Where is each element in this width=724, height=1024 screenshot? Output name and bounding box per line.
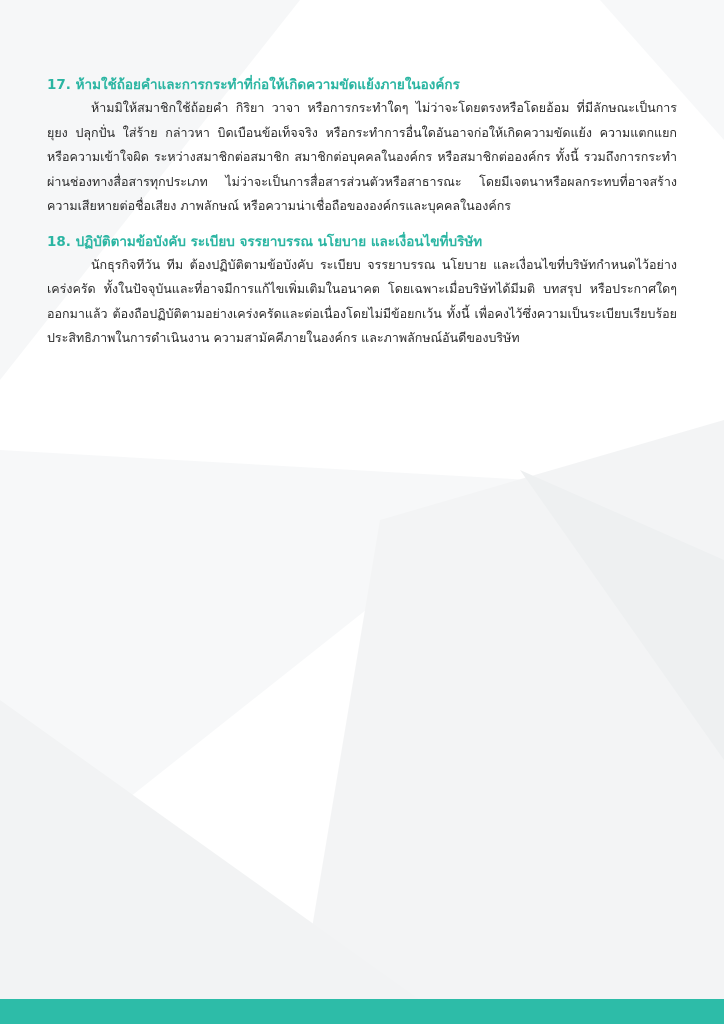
- footer-bar: [0, 999, 724, 1024]
- section-heading: 18. ปฏิบัติตามข้อบังคับ ระเบียบ จรรยาบรรณ นโยบาย และเงื่อนไขที่บริษัท: [47, 233, 483, 250]
- section-paragraph: นักธุรกิจทีวัน ทีม ต้องปฏิบัติตามข้อบังคับ ระเบียบ จรรยาบรรณ นโยบาย และเงื่อนไขที่บริษัทกำหนดไว้อย่างเคร่งครัด ทั้งในปัจจุบันและที่อาจมีการแก้ไขเพิ่มเติมในอนาคต โดยเฉพาะเมื่อบริษัทได้มีมติ บทสรุป หรือประกาศใดๆ ออกมาแล้ว ต้องถือปฏิบัติตามอย่างเคร่งครัดและต่อเนื่องโดยไม่มีข้อยกเว้น ทั้งนี้ เพื่อคงไว้ซึ่งความเป็นระเบียบเรียบร้อย ประสิทธิภาพในการดำเนินงาน ความสามัคคีภายในองค์กร และภาพลักษณ์อันดีของบริษัท: [47, 256, 677, 345]
- section-17: [47, 74, 677, 219]
- section-heading: 17. ห้ามใช้ถ้อยคำและการกระทำที่ก่อให้เกิดความขัดแย้งภายในองค์กร: [47, 77, 460, 93]
- section-18: [47, 231, 677, 351]
- section-paragraph: ห้ามมิให้สมาชิกใช้ถ้อยคำ กิริยา วาจา หรือการกระทำใดๆ ไม่ว่าจะโดยตรงหรือโดยอ้อม ที่มีลักษณะเป็นการยุยง ปลุกปั่น ใส่ร้าย กล่าวหา บิดเบือนข้อเท็จจริง หรือกระทำการอื่นใดอันอาจก่อให้เกิดความขัดแย้ง ความแตกแยก หรือความเข้าใจผิด ระหว่างสมาชิกต่อสมาชิก สมาชิกต่อบุคคลในองค์กร หรือสมาชิกต่อองค์กร ทั้งนี้ รวมถึงการกระทำผ่านช่องทางสื่อสารทุกประเภท ไม่ว่าจะเป็นการสื่อสารส่วนตัวหรือสาธารณะ โดยมีเจตนาหรือผลกระทบที่อาจสร้างความเสียหายต่อชื่อเสียง ภาพลักษณ์ หรือความน่าเชื่อถือขององค์กรและบุคคลในองค์กร: [47, 100, 677, 213]
- document-content: [47, 74, 677, 363]
